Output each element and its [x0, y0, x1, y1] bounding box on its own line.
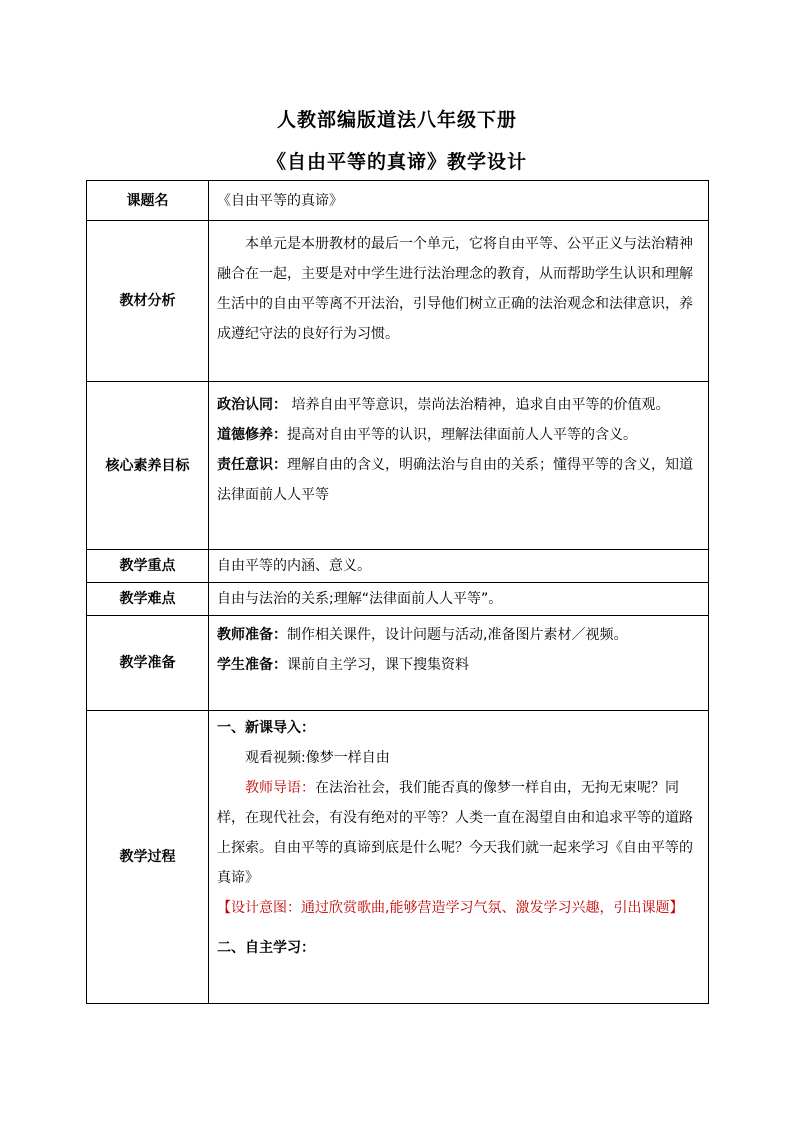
table-row-goals: [87, 382, 709, 550]
table-row-difficult: [87, 583, 709, 616]
prep-item: [217, 650, 700, 680]
row-label-difficult: 教学难点: [87, 583, 209, 616]
prep-item: [217, 620, 700, 650]
prep-value: 课前自主学习，课下搜集资料: [287, 657, 469, 673]
row-label-topic: 课题名: [87, 181, 209, 221]
goal-value: 理解自由的含义，明确法治与自由的关系；懂得平等的含义，知道法律面前人人平等: [217, 457, 693, 503]
doc-title-line1: 人教部编版道法八年级下册: [276, 109, 517, 131]
row-label-key: 教学重点: [87, 550, 209, 583]
key-value: 自由平等的内涵、意义。: [209, 550, 709, 583]
prep-key: 学生准备：: [217, 657, 287, 673]
lesson-plan-table: [86, 180, 709, 1004]
table-row-analysis: [87, 221, 709, 382]
analysis-text: 本单元是本册教材的最后一个单元，它将自由平等、公平正义与法治精神融合在一起，主要是对中学生进行法治理念的教育，从而帮助学生认识和理解生活中的自由平等离不开法治，引导他们树立正确的法治观念和法律意识，养成遵纪守法的良好行为习惯。: [217, 236, 693, 342]
video-line: 观看视频:像梦一样自由: [245, 750, 390, 766]
goal-item: [217, 450, 700, 510]
row-label-prep: 教学准备: [87, 616, 209, 711]
doc-title-line2: 《自由平等的真谛》教学设计: [266, 151, 527, 173]
section-new-lesson-title: 一、新课导入：: [217, 720, 315, 736]
goal-item: [217, 420, 700, 450]
teacher-guide-key: 教师导语：: [245, 780, 315, 796]
prep-key: 教师准备：: [217, 627, 287, 643]
table-row-prep: [87, 616, 709, 711]
row-label-analysis: 教材分析: [87, 221, 209, 382]
prep-value: 制作相关课件，设计问题与活动,准备图片素材／视频。: [287, 627, 628, 643]
goal-value: 培养自由平等意识，崇尚法治精神，追求自由平等的价值观。: [287, 397, 670, 413]
goal-key: 政治认同：: [217, 397, 287, 413]
row-label-process: 教学过程: [87, 711, 209, 1004]
goal-key: 道德修养：: [217, 427, 287, 443]
goal-key: 责任意识：: [217, 457, 287, 473]
row-label-goals: 核心素养目标: [87, 382, 209, 550]
design-intent: 【设计意图：通过欣赏歌曲,能够营造学习气氛、激发学习兴趣，引出课题】: [217, 900, 684, 916]
table-row-process: [87, 711, 709, 1004]
table-row-topic: [87, 181, 709, 221]
table-row-key: [87, 550, 709, 583]
teacher-guide: [217, 773, 700, 893]
topic-value: 《自由平等的真谛》: [209, 181, 709, 221]
section-self-study-title: 二、自主学习：: [217, 940, 315, 956]
teacher-guide-text: 在法治社会，我们能否真的像梦一样自由，无拘无束呢？同样，在现代社会，有没有绝对的平等？人类一直在渴望自由和追求平等的道路上探索。自由平等的真谛到底是什么呢？今天我们就一起来学习《自由平等的真谛》: [217, 780, 693, 886]
difficult-value: 自由与法治的关系;理解“法律面前人人平等”。: [209, 583, 709, 616]
goal-item: [217, 390, 700, 420]
goal-value: 提高对自由平等的认识，理解法律面前人人平等的含义。: [287, 427, 637, 443]
